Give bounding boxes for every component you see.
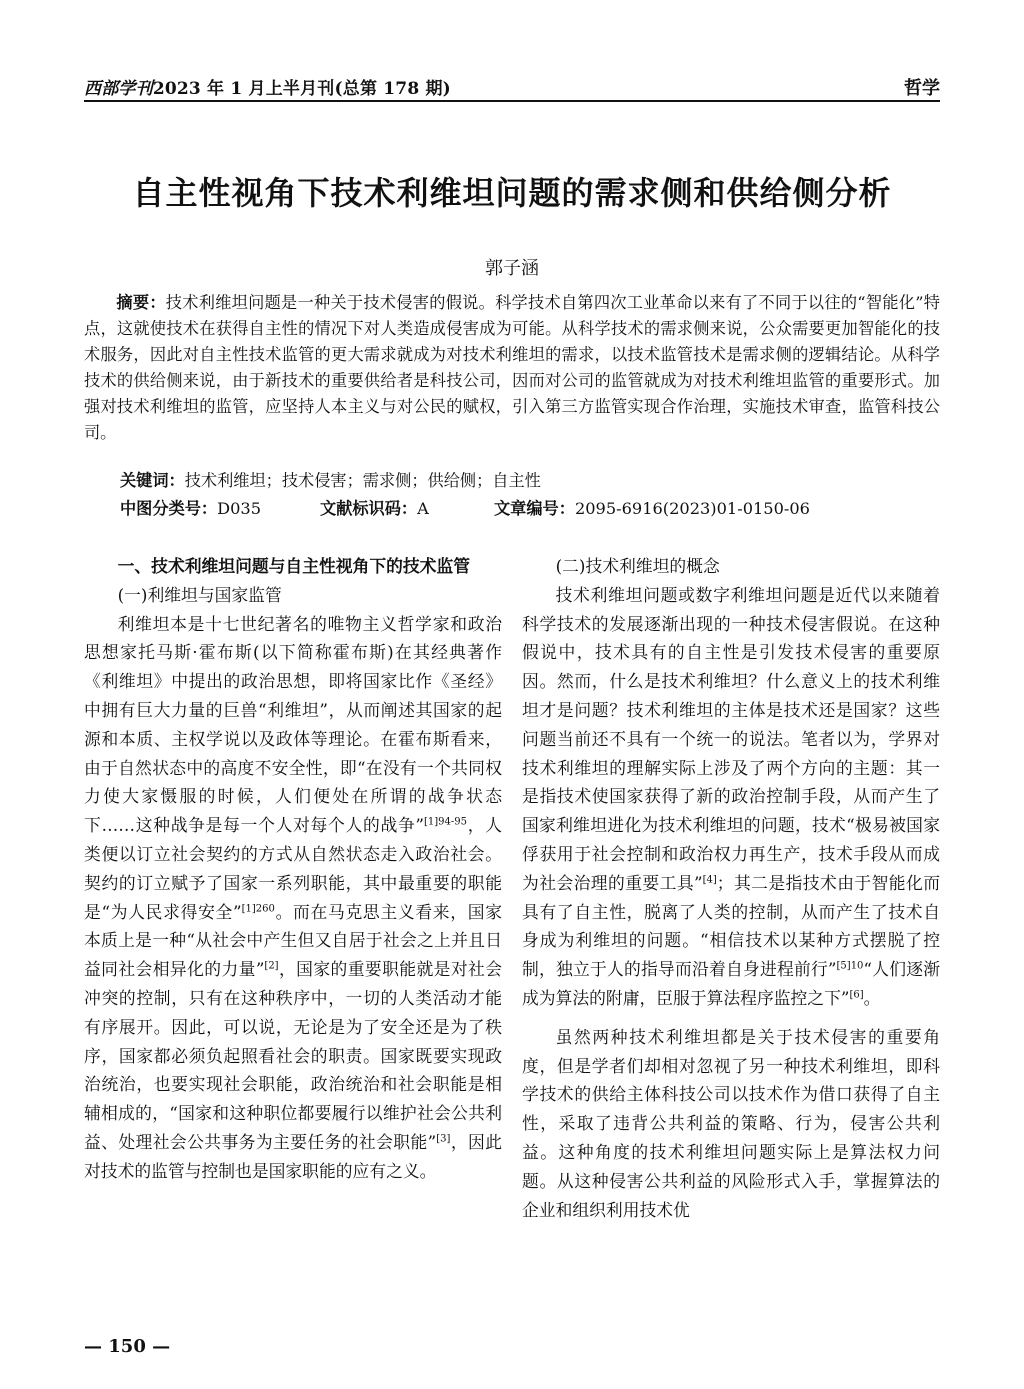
keywords-label: 关键词： [120,471,185,490]
citation: [1]94-95 [424,816,468,828]
right-column [522,552,940,1224]
article-title: 自主性视角下技术利维坦问题的需求侧和供给侧分析 [132,174,892,212]
abstract-label: 摘要： [116,293,166,312]
article-id-label: 文章编号： [494,499,575,518]
citation: [4] [702,874,717,886]
text-run: 技术利维坦问题或数字利维坦问题是近代以来随着科学技术的发展逐渐出现的一种技术侵害假说。在这种假说中，技术具有的自主性是引发技术侵害的重要原因。然而，什么是技术利维坦？什么意义上的技术利维坦才是问题？技术利维坦的主体是技术还是国家？这些问题当前还不具有一个统一的说法。笔者以为，学界对技术利维坦的理解实际上涉及了两个方向的主题：其一是指技术使国家获得了新的政治控制手段，从而产生了国家利维坦进化为技术利维坦的问题，技术“极易被国家俘获用于社会控制和政治权力再生产，技术手段从而成为社会治理的重要工具” [522,584,940,893]
journal-name: 西部学刊 [84,79,153,99]
author-name: 郭子涵 [485,258,539,279]
text-run: ；其二是指技术由于智能化而具有了自主性，脱离了人类的控制，从而产生了技术自身成为利维坦的问题。“相信技术以某种方式摆脱了控制，独立于人的指导而沿着自身进程前行” [522,872,940,980]
citation: [1]260 [241,902,275,914]
page-number: — 150 — [84,1336,171,1357]
paragraph [522,581,940,1013]
text-run: ，国家的重要职能就是对社会冲突的控制，只有在这种秩序中，一切的人类活动才能有序展开。因此，可以说，无论是为了安全还是为了秩序，国家都必须负起照看社会的职责。国家既要实现政治统治，也要实现社会职能，政治统治和社会职能是相辅相成的，“国家和这种职位都要履行以维护社会公共利益、处理社会公共事务为主要任务的社会职能” [84,959,502,1152]
clc-label: 中图分类号： [120,499,218,518]
doc-code-label: 文献标识码： [320,499,418,518]
classification-info [120,496,810,522]
running-header [84,72,940,100]
abstract [84,290,940,446]
left-column [84,552,502,1186]
section-label: 哲学 [904,78,940,99]
text-run: ，人类便以订立社会契约的方式从自然状态走入政治社会。契约的订立赋予了国家一系列职能，其中最重要的职能是“为人民求得安全” [84,815,502,922]
keywords [120,468,940,494]
keywords-text: 技术利维坦；技术侵害；需求侧；供给侧；自主性 [184,471,541,490]
journal-issue [84,74,451,99]
doc-code-value: A [417,499,429,518]
text-run: 。而在马克思主义看来，国家本质上是一种“从社会中产生但又自居于社会之上并且日益同社会相异化的力量” [84,901,502,980]
section-heading: 一、技术利维坦问题与自主性视角下的技术监管 [117,556,471,576]
abstract-text: 技术利维坦问题是一种关于技术侵害的假说。科学技术自第四次工业革命以来有了不同于以往的“智能化”特点，这就使技术在获得自主性的情况下对人类造成侵害成为可能。从科学技术的需求侧来说，公众需要更加智能化的技术服务，因此对自主性技术监管的更大需求就成为对技术利维坦的需求，以技术监管技术是需求侧的逻辑结论。从科学技术的供给侧来说，由于新技术的重要供给者是科技公司，因而对公司的监管就成为对技术利维坦监管的重要形式。加强对技术利维坦的监管，应坚持人本主义与对公民的赋权，引入第三方监管实现合作治理，实施技术审查，监管科技公司。 [84,293,940,442]
subsection-heading: (二)技术利维坦的概念 [555,556,720,576]
text-run: 利维坦本是十七世纪著名的唯物主义哲学家和政治思想家托马斯·霍布斯(以下简称霍布斯)在其经典著作《利维坦》中提出的政治思想，即将国家比作《圣经》中拥有巨大力量的巨兽“利维坦”，从而阐述其国家的起源和本质、主权学说以及政体等理论。在霍布斯看来，由于自然状态中的高度不安全性，即“在没有一个共同权力使大家慑服的时候，人们便处在所谓的战争状态下……这种战争是每一个人对每个人的战争” [84,613,502,836]
clc-value: D035 [217,499,262,518]
text-run: 。 [863,987,881,1008]
header-rule [84,100,940,102]
citation: [5]10 [836,960,864,972]
paragraph [84,610,502,1186]
issue-info: 2023 年 1 月上半月刊(总第 178 期) [152,79,451,99]
paragraph: 虽然两种技术利维坦都是关于技术侵害的重要角度，但是学者们却相对忽视了另一种技术利维坦，即科学技术的供给主体科技公司以技术作为借口获得了自主性，采取了违背公共利益的策略、行为，侵害公共利益。这种角度的技术利维坦问题实际上是算法权力问题。从这种侵害公共利益的风险形式入手，掌握算法的企业和组织利用技术优 [522,1026,940,1220]
article-id-value: 2095-6916(2023)01-0150-06 [574,499,810,518]
citation: [6] [849,989,864,1001]
text-run: ，因此对技术的监管与控制也是国家职能的应有之义。 [84,1131,502,1181]
citation: [2] [264,960,279,972]
text-run: “人们逐渐成为算法的附庸，臣服于算法程序监控之下” [522,959,940,1008]
citation: [3] [436,1133,451,1145]
subsection-heading: (一)利维坦与国家监管 [117,584,282,605]
